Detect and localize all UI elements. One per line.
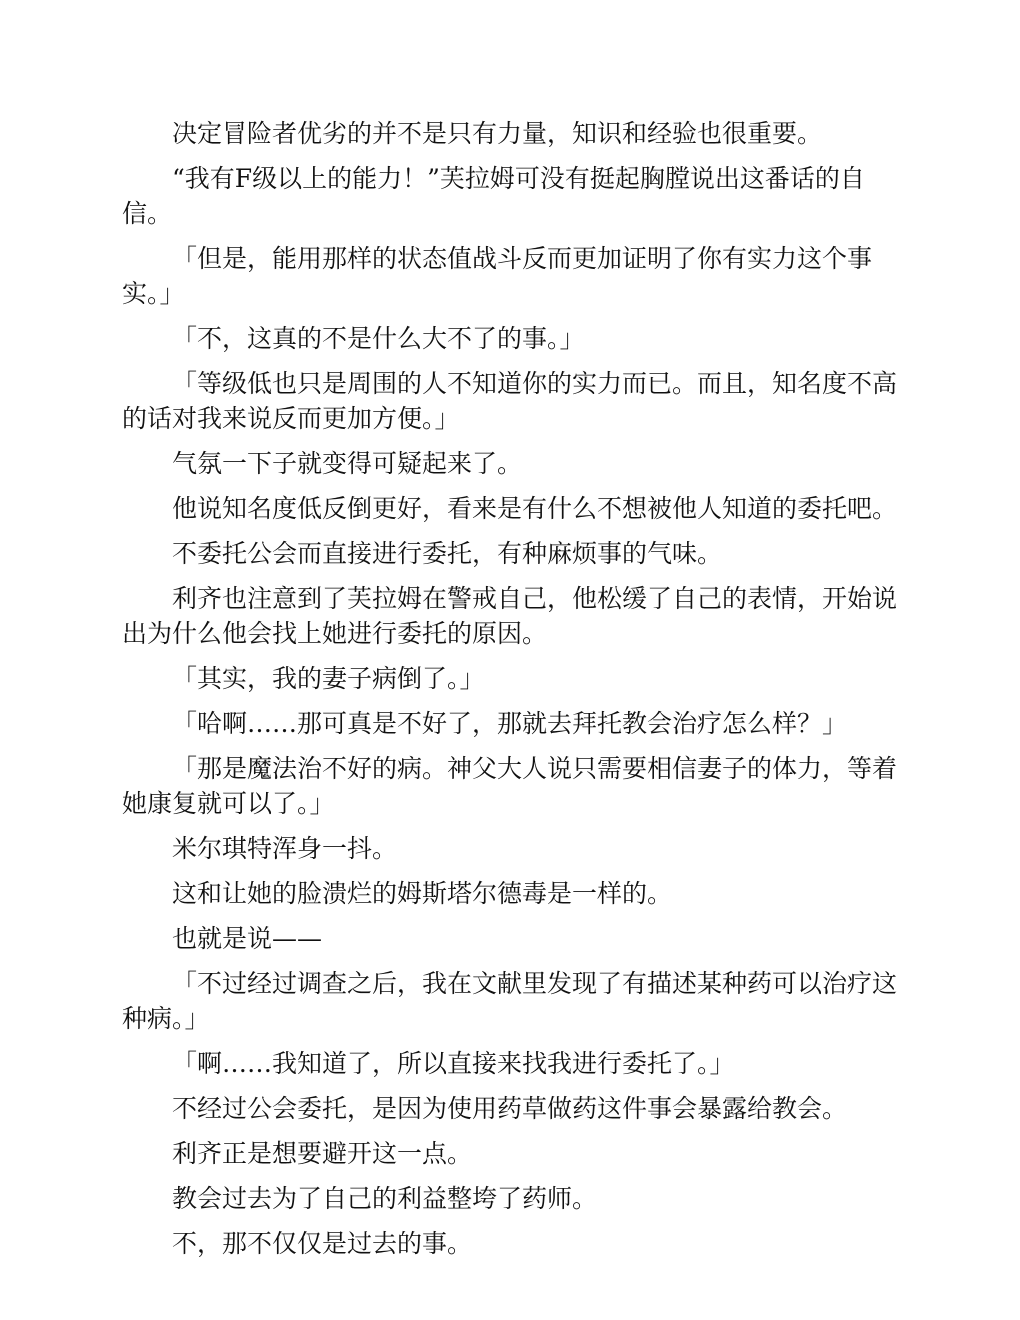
paragraph: 不委托公会而直接进行委托，有种麻烦事的气味。 xyxy=(172,539,723,568)
paragraph: 「不，这真的不是什么大不了的事。」 xyxy=(172,324,585,353)
paragraph: 米尔琪特浑身一抖。 xyxy=(172,834,398,863)
paragraph: 气氛一下子就变得可疑起来了。 xyxy=(172,449,523,478)
body-text xyxy=(122,116,902,1271)
paragraph: 「其实，我的妻子病倒了。」 xyxy=(172,664,485,693)
paragraph: 不，那不仅仅是过去的事。 xyxy=(172,1229,473,1258)
paragraph: 不经过公会委托，是因为使用药草做药这件事会暴露给教会。 xyxy=(172,1094,848,1123)
paragraph: 利齐也注意到了芙拉姆在警戒自己，他松缓了自己的表情，开始说出为什么他会找上她进行委托的原因。 xyxy=(122,584,898,648)
paragraph: 「那是魔法治不好的病。神父大人说只需要相信妻子的体力，等着她康复就可以了。」 xyxy=(122,754,898,818)
paragraph: 他说知名度低反倒更好，看来是有什么不想被他人知道的委托吧。 xyxy=(172,494,898,523)
paragraph: “我有F级以上的能力！”芙拉姆可没有挺起胸膛说出这番话的自信。 xyxy=(122,164,865,228)
paragraph: 决定冒险者优劣的并不是只有力量，知识和经验也很重要。 xyxy=(172,119,823,148)
paragraph: 也就是说—— xyxy=(172,924,323,953)
paragraph: 「哈啊……那可真是不好了，那就去拜托教会治疗怎么样？」 xyxy=(172,709,848,738)
paragraph: 「等级低也只是周围的人不知道你的实力而已。而且，知名度不高的话对我来说反而更加方便。」 xyxy=(122,369,898,433)
paragraph: 「啊……我知道了，所以直接来找我进行委托了。」 xyxy=(172,1049,735,1078)
paragraph: 这和让她的脸溃烂的姆斯塔尔德毒是一样的。 xyxy=(172,879,673,908)
paragraph: 利齐正是想要避开这一点。 xyxy=(172,1139,473,1168)
paragraph: 「但是，能用那样的状态值战斗反而更加证明了你有实力这个事实。」 xyxy=(122,244,873,308)
paragraph: 「不过经过调查之后，我在文献里发现了有描述某种药可以治疗这种病。」 xyxy=(122,969,898,1033)
paragraph: 教会过去为了自己的利益整垮了药师。 xyxy=(172,1184,598,1213)
